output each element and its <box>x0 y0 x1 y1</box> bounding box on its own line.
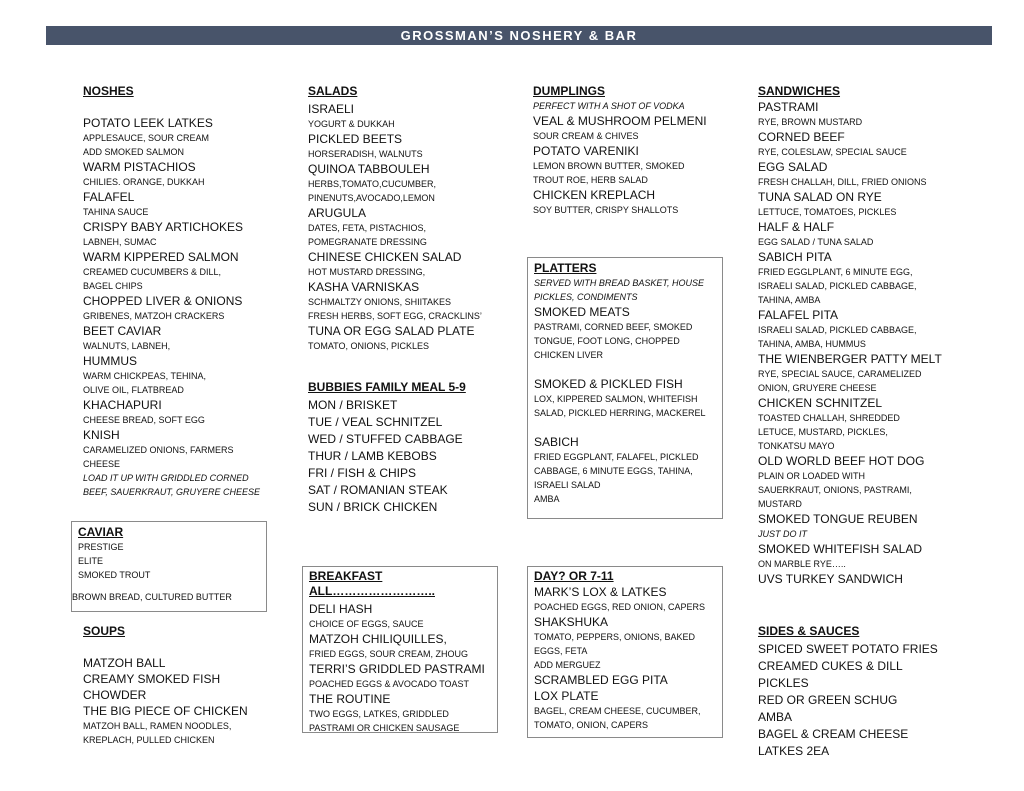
item-desc: TOASTED CHALLAH, SHREDDED <box>758 413 900 423</box>
item-name: SABICH <box>534 435 579 449</box>
menu-item <box>758 541 968 571</box>
item-name: WARM KIPPERED SALMON <box>83 250 239 264</box>
soups-list <box>83 655 283 747</box>
menu-line: SERVED WITH BREAD BASKET, HOUSE <box>534 278 705 288</box>
item-name: FALAFEL <box>83 190 135 204</box>
menu-line: SAT / ROMANIAN STEAK <box>308 483 448 497</box>
item-desc: ADD SMOKED SALMON <box>83 147 185 157</box>
item-name: SMOKED WHITEFISH SALAD <box>758 542 923 556</box>
day-box <box>527 566 723 738</box>
section-title: BUBBIES FAMILY MEAL 5-9 <box>308 380 466 394</box>
item-name: SABICH PITA <box>758 250 832 264</box>
menu-item <box>83 397 283 427</box>
item-desc: MATZOH BALL, RAMEN NOODLES, <box>83 721 232 731</box>
item-desc: SOY BUTTER, CRISPY SHALLOTS <box>533 205 679 215</box>
menu-item <box>533 113 733 143</box>
menu-item <box>83 671 283 687</box>
menu-item <box>308 161 508 205</box>
menu-item <box>758 351 968 395</box>
menu-item <box>758 571 968 587</box>
item-desc: SOUR CREAM & CHIVES <box>533 131 639 141</box>
item-desc: TWO EGGS, LATKES, GRIDDLED <box>309 709 449 719</box>
item-desc: CHOICE OF EGGS, SAUCE <box>309 619 424 629</box>
item-desc: APPLESAUCE, SOUR CREAM <box>83 133 210 143</box>
item-desc: DATES, FETA, PISTACHIOS, <box>308 223 427 233</box>
noshes-section <box>83 84 283 499</box>
item-name: KHACHAPURI <box>83 398 162 412</box>
menu-item <box>83 249 283 293</box>
item-name: PICKLED BEETS <box>308 132 403 146</box>
item-desc: TAHINA SAUCE <box>83 207 149 217</box>
item-desc: RYE, BROWN MUSTARD <box>758 117 863 127</box>
item-desc: HERBS,TOMATO,CUCUMBER, <box>308 179 437 189</box>
item-desc: RYE, COLESLAW, SPECIAL SAUCE <box>758 147 907 157</box>
menu-line: FRI / FISH & CHIPS <box>308 466 417 480</box>
item-desc: CREAMED CUCUMBERS & DILL, <box>83 267 222 277</box>
menu-item <box>758 453 968 511</box>
noshes-list <box>83 115 283 499</box>
dumplings-section <box>533 84 733 217</box>
item-name: EGG SALAD <box>758 160 828 174</box>
item-name: LOX PLATE <box>534 689 599 703</box>
item-desc: GRIBENES, MATZOH CRACKERS <box>83 311 225 321</box>
item-name: ISRAELI <box>308 102 355 116</box>
menu-item <box>83 189 283 219</box>
dumplings-list <box>533 113 733 217</box>
item-desc: LETTUCE, TOMATOES, PICKLES <box>758 207 897 217</box>
menu-line: PRESTIGE <box>78 542 124 552</box>
menu-item <box>758 189 968 219</box>
salads-list <box>308 101 508 353</box>
item-name: CREAMY SMOKED FISH <box>83 672 221 686</box>
item-name: PASTRAMI <box>758 100 819 114</box>
section-title: SANDWICHES <box>758 84 841 98</box>
item-name: CRISPY BABY ARTICHOKES <box>83 220 244 234</box>
item-desc: TOMATO, ONION, CAPERS <box>534 720 649 730</box>
item-note: JUST DO IT <box>758 529 807 539</box>
salads-section <box>308 84 508 353</box>
sandwiches-section <box>758 84 968 587</box>
section-title: DUMPLINGS <box>533 84 605 98</box>
item-name: SCRAMBLED EGG PITA <box>534 673 668 687</box>
menu-item <box>758 159 968 189</box>
menu-line: LATKES 2EA <box>758 744 830 758</box>
menu-item <box>83 219 283 249</box>
item-name: UVS TURKEY SANDWICH <box>758 572 903 586</box>
menu-item <box>534 688 722 732</box>
item-name: BEET CAVIAR <box>83 324 162 338</box>
item-name: SMOKED MEATS <box>534 305 630 319</box>
item-desc: CHEESE BREAD, SOFT EGG <box>83 415 205 425</box>
sides-section <box>758 624 968 760</box>
menu-item <box>534 434 722 506</box>
item-desc: FRESH CHALLAH, DILL, FRIED ONIONS <box>758 177 927 187</box>
section-title: CAVIAR <box>78 525 124 539</box>
item-name: CHINESE CHICKEN SALAD <box>308 250 462 264</box>
item-desc: ADD MERGUEZ <box>534 660 601 670</box>
menu-line: ELITE <box>78 556 104 566</box>
menu-item <box>83 687 283 703</box>
item-desc: BAGEL, CREAM CHEESE, CUCUMBER, <box>534 706 701 716</box>
item-desc: TAHINA, AMBA <box>758 295 821 305</box>
item-name: POTATO VARENIKI <box>533 144 639 158</box>
item-desc: CHEESE <box>83 459 121 469</box>
menu-line: WED / STUFFED CABBAGE <box>308 432 463 446</box>
menu-line: THUR / LAMB KEBOBS <box>308 449 437 463</box>
section-title: BREAKFAST ALL…………………….. <box>309 569 435 598</box>
item-desc: EGG SALAD / TUNA SALAD <box>758 237 874 247</box>
bubbies-list <box>308 397 508 516</box>
menu-item <box>308 131 508 161</box>
menu-item <box>83 427 283 499</box>
menu-item <box>83 159 283 189</box>
item-desc: TONGUE, FOOT LONG, CHOPPED <box>534 336 680 346</box>
item-name: TUNA OR EGG SALAD PLATE <box>308 324 475 338</box>
item-desc: AMBA <box>534 494 560 504</box>
menu-item <box>83 293 283 323</box>
caviar-footer: BROWN BREAD, CULTURED BUTTER <box>72 592 232 602</box>
item-desc: LOX, KIPPERED SALMON, WHITEFISH <box>534 394 698 404</box>
item-name: TUNA SALAD ON RYE <box>758 190 882 204</box>
breakfast-box <box>302 566 498 733</box>
item-desc: FRIED EGGS, SOUR CREAM, ZHOUG <box>309 649 469 659</box>
item-desc: PLAIN OR LOADED WITH <box>758 471 866 481</box>
platters-box <box>527 257 723 519</box>
item-desc: RYE, SPECIAL SAUCE, CARAMELIZED <box>758 369 922 379</box>
item-desc: PINENUTS,AVOCADO,LEMON <box>308 193 435 203</box>
day-list <box>534 584 722 732</box>
section-title: PLATTERS <box>534 261 597 275</box>
item-name: THE BIG PIECE OF CHICKEN <box>83 704 248 718</box>
section-title: DAY? OR 7-11 <box>534 569 614 583</box>
item-desc: FRIED EGGLPLANT, 6 MINUTE EGG, <box>758 267 913 277</box>
item-name: MATZOH CHILIQUILLES, <box>309 632 447 646</box>
section-title: SOUPS <box>83 624 126 638</box>
item-desc: SALAD, PICKLED HERRING, MACKEREL <box>534 408 706 418</box>
platters-note <box>534 276 722 304</box>
menu-line: BAGEL & CREAM CHEESE <box>758 727 909 741</box>
item-desc: SAUERKRAUT, ONIONS, PASTRAMI, <box>758 485 912 495</box>
item-desc: EGGS, FETA <box>534 646 588 656</box>
menu-item <box>83 323 283 353</box>
item-desc: FRIED EGGPLANT, FALAFEL, PICKLED <box>534 452 699 462</box>
menu-line: RED OR GREEN SCHUG <box>758 693 898 707</box>
menu-item <box>534 584 722 614</box>
menu-item <box>309 661 497 691</box>
item-desc: TONKATSU MAYO <box>758 441 835 451</box>
item-name: CHICKEN SCHNITZEL <box>758 396 883 410</box>
item-desc: ISRAELI SALAD, PICKLED CABBAGE, <box>758 325 917 335</box>
menu-line: SMOKED TROUT <box>78 570 151 580</box>
item-desc: POACHED EGGS & AVOCADO TOAST <box>309 679 470 689</box>
item-desc: CHICKEN LIVER <box>534 350 604 360</box>
menu-item <box>83 353 283 397</box>
item-desc: YOGURT & DUKKAH <box>308 119 395 129</box>
caviar-box <box>71 521 267 612</box>
item-desc: KREPLACH, PULLED CHICKEN <box>83 735 215 745</box>
bubbies-section <box>308 380 508 516</box>
menu-item <box>534 614 722 672</box>
item-desc: TOMATO, ONIONS, PICKLES <box>308 341 430 351</box>
menu-item <box>758 511 968 541</box>
menu-item <box>308 249 508 279</box>
item-name: THE ROUTINE <box>309 692 391 706</box>
item-desc: LEMON BROWN BUTTER, SMOKED <box>533 161 685 171</box>
item-desc: LABNEH, SUMAC <box>83 237 157 247</box>
menu-item <box>758 129 968 159</box>
item-name: CHICKEN KREPLACH <box>533 188 656 202</box>
menu-line: TUE / VEAL SCHNITZEL <box>308 415 443 429</box>
menu-line: MON / BRISKET <box>308 398 398 412</box>
menu-item <box>308 323 508 353</box>
menu-line: PICKLES, CONDIMENTS <box>534 292 638 302</box>
menu-banner: GROSSMAN’S NOSHERY & BAR <box>46 26 992 45</box>
item-desc: TAHINA, AMBA, HUMMUS <box>758 339 866 349</box>
menu-item <box>758 219 968 249</box>
item-desc: ISRAELI SALAD, PICKLED CABBAGE, <box>758 281 917 291</box>
item-name: SMOKED & PICKLED FISH <box>534 377 683 391</box>
item-name: SMOKED TONGUE REUBEN <box>758 512 918 526</box>
menu-item <box>534 376 722 420</box>
item-name: CHOWDER <box>83 688 147 702</box>
item-desc: TROUT ROE, HERB SALAD <box>533 175 648 185</box>
item-name: MATZOH BALL <box>83 656 166 670</box>
menu-item <box>758 395 968 453</box>
item-name: CHOPPED LIVER & ONIONS <box>83 294 243 308</box>
menu-item <box>83 115 283 159</box>
menu-item <box>309 601 497 631</box>
menu-line: AMBA <box>758 710 793 724</box>
item-name: CORNED BEEF <box>758 130 845 144</box>
item-desc: LETUCE, MUSTARD, PICKLES, <box>758 427 888 437</box>
menu-item <box>758 249 968 307</box>
item-desc: HOT MUSTARD DRESSING, <box>308 267 426 277</box>
item-desc: MUSTARD <box>758 499 802 509</box>
item-desc: SCHMALTZY ONIONS, SHIITAKES <box>308 297 452 307</box>
item-desc: HORSERADISH, WALNUTS <box>308 149 423 159</box>
item-name: DELI HASH <box>309 602 373 616</box>
item-note: LOAD IT UP WITH GRIDDLED CORNED <box>83 473 249 483</box>
item-name: THE WIENBERGER PATTY MELT <box>758 352 942 366</box>
item-name: KASHA VARNISKAS <box>308 280 420 294</box>
item-note: BEEF, SAUERKRAUT, GRUYERE CHEESE <box>83 487 261 497</box>
item-name: KNISH <box>83 428 120 442</box>
item-name: FALAFEL PITA <box>758 308 839 322</box>
menu-item <box>758 307 968 351</box>
menu-line: PICKLES <box>758 676 809 690</box>
menu-item <box>83 655 283 671</box>
menu-item <box>758 99 968 129</box>
item-desc: WALNUTS, LABNEH, <box>83 341 171 351</box>
item-desc: PASTRAMI OR CHICKEN SAUSAGE <box>309 723 460 733</box>
section-title: NOSHES <box>83 84 134 98</box>
item-desc: CARAMELIZED ONIONS, FARMERS <box>83 445 234 455</box>
breakfast-list <box>309 601 497 735</box>
item-name: MARK’S LOX & LATKES <box>534 585 667 599</box>
item-name: POTATO LEEK LATKES <box>83 116 213 130</box>
item-desc: OLIVE OIL, FLATBREAD <box>83 385 184 395</box>
menu-item <box>308 205 508 249</box>
item-desc: WARM CHICKPEAS, TEHINA, <box>83 371 207 381</box>
section-title: SIDES & SAUCES <box>758 624 860 638</box>
item-desc: BAGEL CHIPS <box>83 281 143 291</box>
caviar-list <box>78 540 266 582</box>
soups-section <box>83 624 283 747</box>
item-desc: CABBAGE, 6 MINUTE EGGS, TAHINA, <box>534 466 693 476</box>
item-name: OLD WORLD BEEF HOT DOG <box>758 454 925 468</box>
item-desc: ON MARBLE RYE….. <box>758 559 846 569</box>
menu-item <box>534 304 722 362</box>
menu-item <box>309 691 497 735</box>
item-name: TERRI’S GRIDDLED PASTRAMI <box>309 662 485 676</box>
menu-item <box>533 143 733 187</box>
menu-item <box>308 101 508 131</box>
menu-line: SPICED SWEET POTATO FRIES <box>758 642 938 656</box>
item-name: VEAL & MUSHROOM PELMENI <box>533 114 707 128</box>
section-title: SALADS <box>308 84 358 98</box>
item-desc: ISRAELI SALAD <box>534 480 601 490</box>
item-desc: POMEGRANATE DRESSING <box>308 237 427 247</box>
item-name: QUINOA TABBOULEH <box>308 162 430 176</box>
item-name: ARUGULA <box>308 206 367 220</box>
menu-item <box>83 703 283 747</box>
menu-item <box>308 279 508 323</box>
menu-line: SUN / BRICK CHICKEN <box>308 500 438 514</box>
menu-item <box>533 187 733 217</box>
item-name: SHAKSHUKA <box>534 615 609 629</box>
item-desc: CHILIES. ORANGE, DUKKAH <box>83 177 205 187</box>
platters-list <box>534 304 722 506</box>
item-name: HALF & HALF <box>758 220 835 234</box>
item-desc: FRESH HERBS, SOFT EGG, CRACKLINS’ <box>308 311 482 321</box>
sides-list <box>758 641 968 760</box>
item-name: WARM PISTACHIOS <box>83 160 196 174</box>
sandwiches-list <box>758 99 968 587</box>
menu-line: CREAMED CUKES & DILL <box>758 659 903 673</box>
item-desc: TOMATO, PEPPERS, ONIONS, BAKED <box>534 632 696 642</box>
menu-item <box>534 672 722 688</box>
item-name: HUMMUS <box>83 354 137 368</box>
item-desc: POACHED EGGS, RED ONION, CAPERS <box>534 602 706 612</box>
item-desc: PASTRAMI, CORNED BEEF, SMOKED <box>534 322 693 332</box>
dumplings-note: PERFECT WITH A SHOT OF VODKA <box>533 101 685 111</box>
item-desc: ONION, GRUYERE CHEESE <box>758 383 877 393</box>
menu-item <box>309 631 497 661</box>
